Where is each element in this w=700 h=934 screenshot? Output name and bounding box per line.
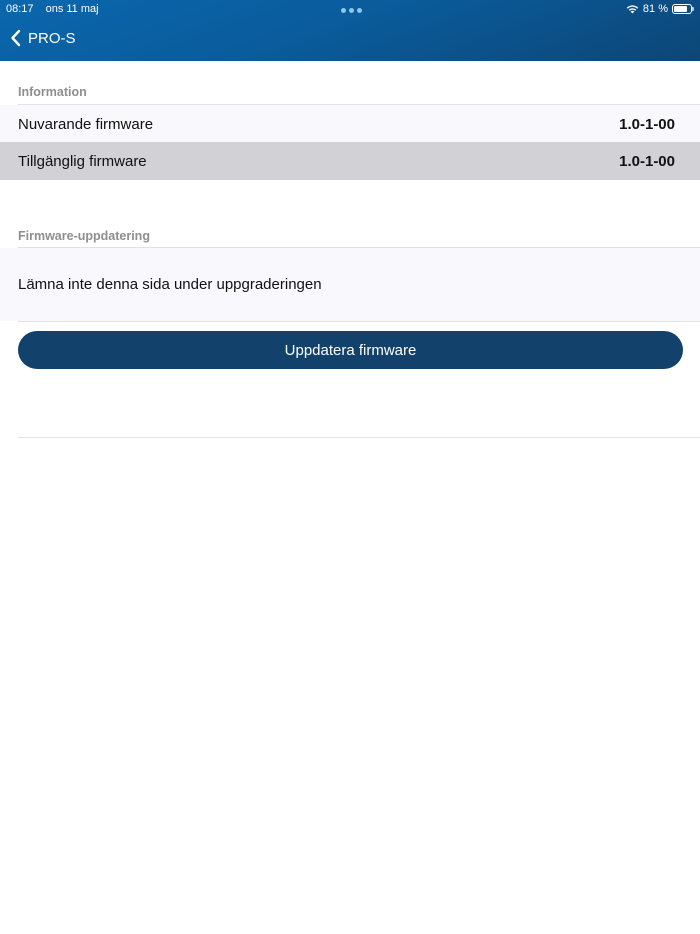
section-title-firmware-update: Firmware-uppdatering: [18, 229, 150, 243]
status-bar: [0, 0, 700, 20]
battery-icon: [672, 4, 692, 14]
more-dots-icon[interactable]: [341, 8, 362, 13]
navigation-header: [0, 0, 700, 61]
row-value: 1.0-1-00: [619, 152, 675, 170]
section-title-information: Information: [18, 85, 87, 99]
row-current-firmware: [0, 105, 700, 143]
row-label: Tillgänglig firmware: [18, 152, 147, 170]
back-label: PRO-S: [28, 29, 76, 47]
wifi-icon: [626, 4, 639, 14]
notice-text: Lämna inte denna sida under uppgraderingen: [18, 276, 322, 293]
status-left: [6, 3, 108, 15]
status-time: 08:17: [6, 3, 34, 15]
status-date: ons 11 maj: [45, 3, 99, 15]
status-right: [626, 3, 692, 15]
divider: [18, 321, 700, 322]
update-firmware-button[interactable]: Uppdatera firmware: [18, 331, 683, 369]
row-value: 1.0-1-00: [619, 115, 675, 133]
update-warning-text: [0, 248, 700, 321]
divider: [18, 437, 700, 438]
row-label: Nuvarande firmware: [18, 115, 154, 133]
row-available-firmware[interactable]: [0, 142, 700, 180]
chevron-left-icon: [10, 29, 21, 47]
back-button[interactable]: [10, 29, 76, 47]
battery-percent: 81 %: [642, 3, 668, 15]
